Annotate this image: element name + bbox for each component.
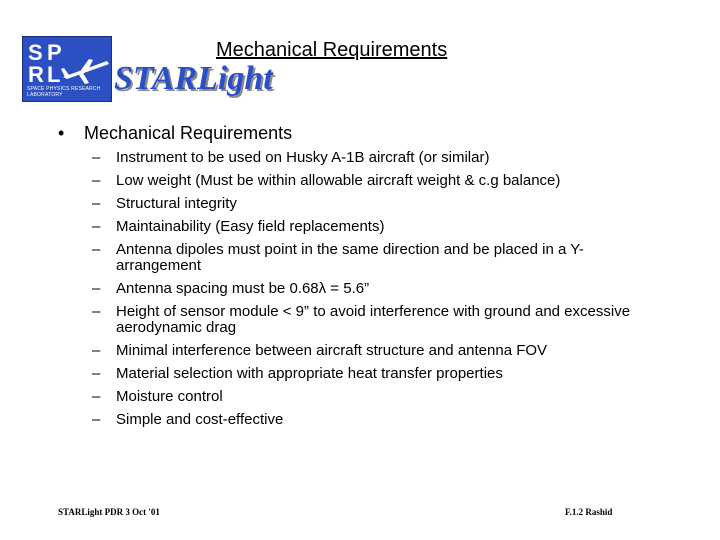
footer-right-text: F.1.2 Rashid (565, 507, 613, 517)
dash-symbol: – (92, 388, 101, 405)
list-item-text: Maintainability (Easy field replacements) (116, 218, 385, 235)
dash-symbol: – (92, 241, 101, 258)
list-item-text: Antenna spacing must be 0.68λ = 5.6” (116, 280, 370, 297)
slide-title: Mechanical Requirements (216, 39, 448, 61)
bullet-heading-text: Mechanical Requirements (84, 123, 293, 143)
footer-left-text: STARLight PDR 3 Oct '01 (58, 507, 160, 517)
spr-logo (22, 36, 112, 102)
list-item (58, 412, 658, 428)
logo-letter-r: R (28, 62, 44, 87)
list-item (58, 304, 658, 336)
logo-letter-p: P (47, 40, 62, 65)
list-item (58, 281, 658, 297)
list-item (58, 242, 658, 274)
dash-symbol: – (92, 149, 101, 166)
dash-symbol: – (92, 342, 101, 359)
dash-symbol: – (92, 303, 101, 320)
bullet-heading (58, 122, 658, 144)
list-item-text: Material selection with appropriate heat transfer properties (116, 365, 503, 382)
list-item-text: Minimal interference between aircraft structure and antenna FOV (116, 342, 548, 359)
airplane-icon (61, 59, 109, 84)
logo-letter-l: L (47, 62, 61, 87)
requirements-list (58, 150, 658, 428)
dash-symbol: – (92, 172, 101, 189)
list-item (58, 343, 658, 359)
list-item-text: Low weight (Must be within allowable aircraft weight & c.g balance) (116, 172, 561, 189)
dash-symbol: – (92, 280, 101, 297)
list-item-text: Instrument to be used on Husky A-1B aircraft (or similar) (116, 149, 490, 166)
dash-symbol: – (92, 411, 101, 428)
list-item-text: Antenna dipoles must point in the same direction and be placed in a Y-arrangement (116, 241, 584, 274)
logo-caption: SPACE PHYSICS RESEARCH LABORATORY (27, 86, 101, 98)
slide-content (58, 122, 658, 435)
list-item-text: Simple and cost-effective (116, 411, 284, 428)
list-item-text: Structural integrity (116, 195, 237, 212)
list-item-text: Height of sensor module < 9” to avoid interference with ground and excessive aerodynamic drag (116, 303, 631, 336)
list-item (58, 219, 658, 235)
list-item-text: Moisture control (116, 388, 223, 405)
logo-letter-s: S (28, 40, 43, 65)
list-item (58, 173, 658, 189)
bullet-symbol: • (58, 123, 65, 143)
dash-symbol: – (92, 365, 101, 382)
list-item (58, 366, 658, 382)
dash-symbol: – (92, 195, 101, 212)
starlight-brand: STARLight (114, 60, 273, 97)
list-item (58, 196, 658, 212)
dash-symbol: – (92, 218, 101, 235)
list-item (58, 150, 658, 166)
list-item (58, 389, 658, 405)
